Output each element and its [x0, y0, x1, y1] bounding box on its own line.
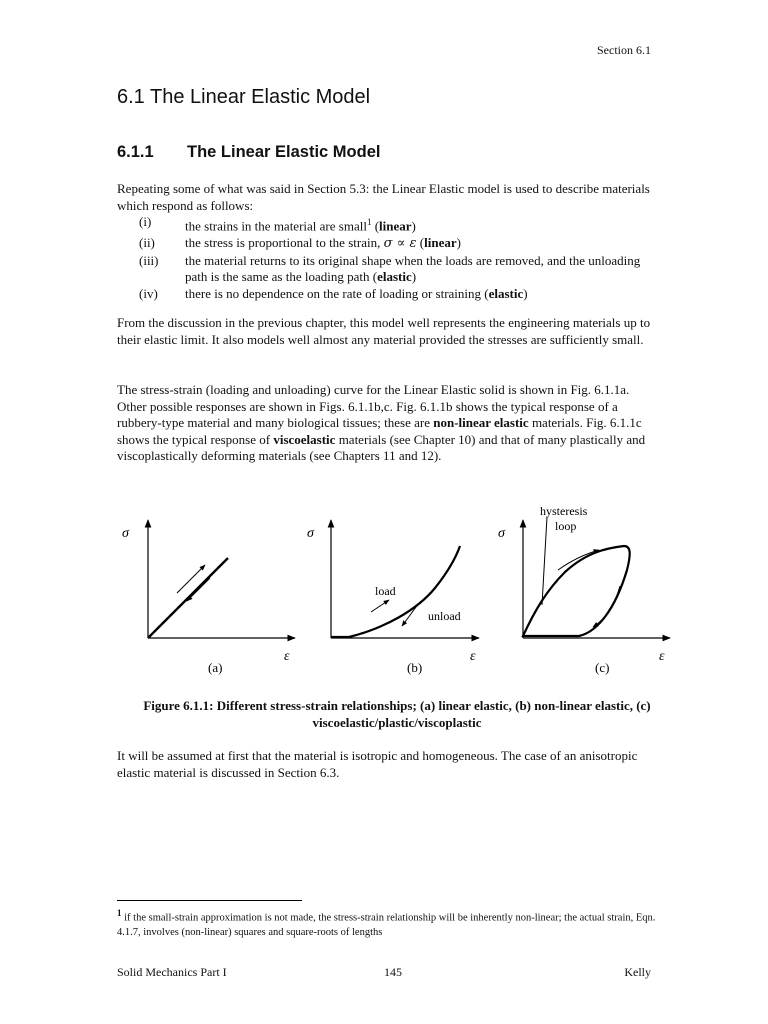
unload-label: unload [428, 609, 461, 623]
footnote-ref: 1 [366, 217, 372, 227]
para-text: The stress-strain (loading and unloading) curve for the Linear Elastic solid is shown in Fig. 6.1.1a. Other possible responses are shown in Figs. 6.1.1b,c. Fig. 6.1.1b shows the typical response of a rubbery-type material and many biological tissues; these are [117, 382, 630, 431]
load-label: load [375, 584, 396, 598]
intro-paragraph: Repeating some of what was said in Section 5.3: the Linear Elastic model is used to describe materials which respond as follows: [117, 181, 650, 213]
stress-strain-figure [117, 500, 677, 690]
footnote-number: 1 [117, 908, 122, 918]
para-text: materials. Fig. 6.1.1c shows the typical response of [117, 415, 642, 447]
hysteresis-curve [523, 546, 630, 636]
footer-author: Kelly [624, 965, 651, 979]
list-item [117, 253, 662, 286]
hysteresis-pointer [542, 517, 547, 605]
section-title: 6.1 The Linear Elastic Model [117, 86, 371, 108]
y-axis-label: σ [498, 526, 505, 541]
property-list [117, 214, 662, 302]
footnote-divider [117, 900, 302, 901]
subsection-number: 6.1.1 [117, 143, 154, 161]
list-bold: elastic [377, 269, 412, 285]
list-text: ( [416, 234, 425, 250]
list-marker: (iii) [139, 252, 159, 268]
list-bold: linear [379, 218, 412, 234]
list-text: the material returns to its original shape when the loads are removed, and the unloading path is the same as the loading path ( [185, 252, 641, 285]
loop-label: loop [555, 519, 577, 533]
load-arrow [177, 565, 205, 593]
unload-arrow [593, 586, 620, 627]
list-marker: (iv) [139, 285, 158, 301]
list-item [117, 214, 662, 235]
para-bold: non-linear elastic [433, 415, 529, 431]
subsection-text: The Linear Elastic Model [187, 143, 381, 161]
list-item [117, 286, 662, 303]
list-text: ) [411, 269, 417, 285]
figure-caption: Figure 6.1.1: Different stress-strain relationships; (a) linear elastic, (b) non-linear elastic, (c) viscoelastic/plastic/viscoplastic [143, 698, 651, 730]
page-number: 145 [384, 965, 402, 979]
list-text: there is no dependence on the rate of loading or straining ( [185, 285, 489, 301]
proportional-formula: σ ∝ ε [383, 235, 417, 251]
hysteresis-label: hysteresis [540, 504, 588, 518]
list-text: ) [523, 285, 528, 301]
list-text: the stress is proportional to the strain, [185, 234, 384, 250]
list-text: the strains in the material are small [185, 218, 367, 234]
subsection-title [117, 143, 380, 162]
panel-b [307, 520, 479, 675]
para-bold: viscoelastic [273, 431, 336, 447]
paragraph-elastic-limit: From the discussion in the previous chapter, this model well represents the engineering materials up to their elastic limit. It also models well almost any material provided the stresses are sufficiently small. [117, 315, 651, 347]
para-text: materials (see Chapter 10) and that of many plastically and viscoplastically deforming materials (see Chapters 11 and 12). [117, 431, 646, 464]
list-item [117, 235, 662, 253]
list-text: ) [411, 218, 416, 234]
paragraph-isotropic: It will be assumed at first that the material is isotropic and homogeneous. The case of an anisotropic elastic material is discussed in Section 6.3. [117, 748, 638, 780]
panel-label-a: (a) [208, 660, 223, 675]
panel-label-c: (c) [595, 660, 610, 675]
x-axis-label: ε [659, 649, 665, 664]
list-text: ( [371, 218, 380, 234]
x-axis-label: ε [470, 649, 476, 664]
list-marker: (i) [139, 214, 152, 229]
load-arrow [371, 600, 389, 612]
y-axis-label: σ [122, 526, 129, 541]
panel-c [498, 504, 670, 675]
list-bold: linear [424, 234, 457, 250]
x-axis-label: ε [284, 649, 290, 664]
footnote-text: if the small-strain approximation is not made, the stress-strain relationship will be inherently non-linear; the actual strain, Eqn. 4.1.7, involves (non-linear) squares and square-roots of lengths [117, 912, 656, 938]
list-bold: elastic [488, 285, 524, 301]
panel-a [122, 520, 295, 675]
list-text: ) [456, 234, 461, 250]
footer-book-title: Solid Mechanics Part I [117, 965, 227, 979]
footnote [117, 906, 662, 940]
y-axis-label: σ [307, 526, 314, 541]
paragraph-responses [117, 382, 657, 465]
linear-curve [148, 558, 228, 638]
panel-label-b: (b) [407, 660, 423, 675]
unload-arrow [187, 578, 210, 601]
list-marker: (ii) [139, 234, 155, 250]
running-header: Section 6.1 [597, 43, 651, 57]
